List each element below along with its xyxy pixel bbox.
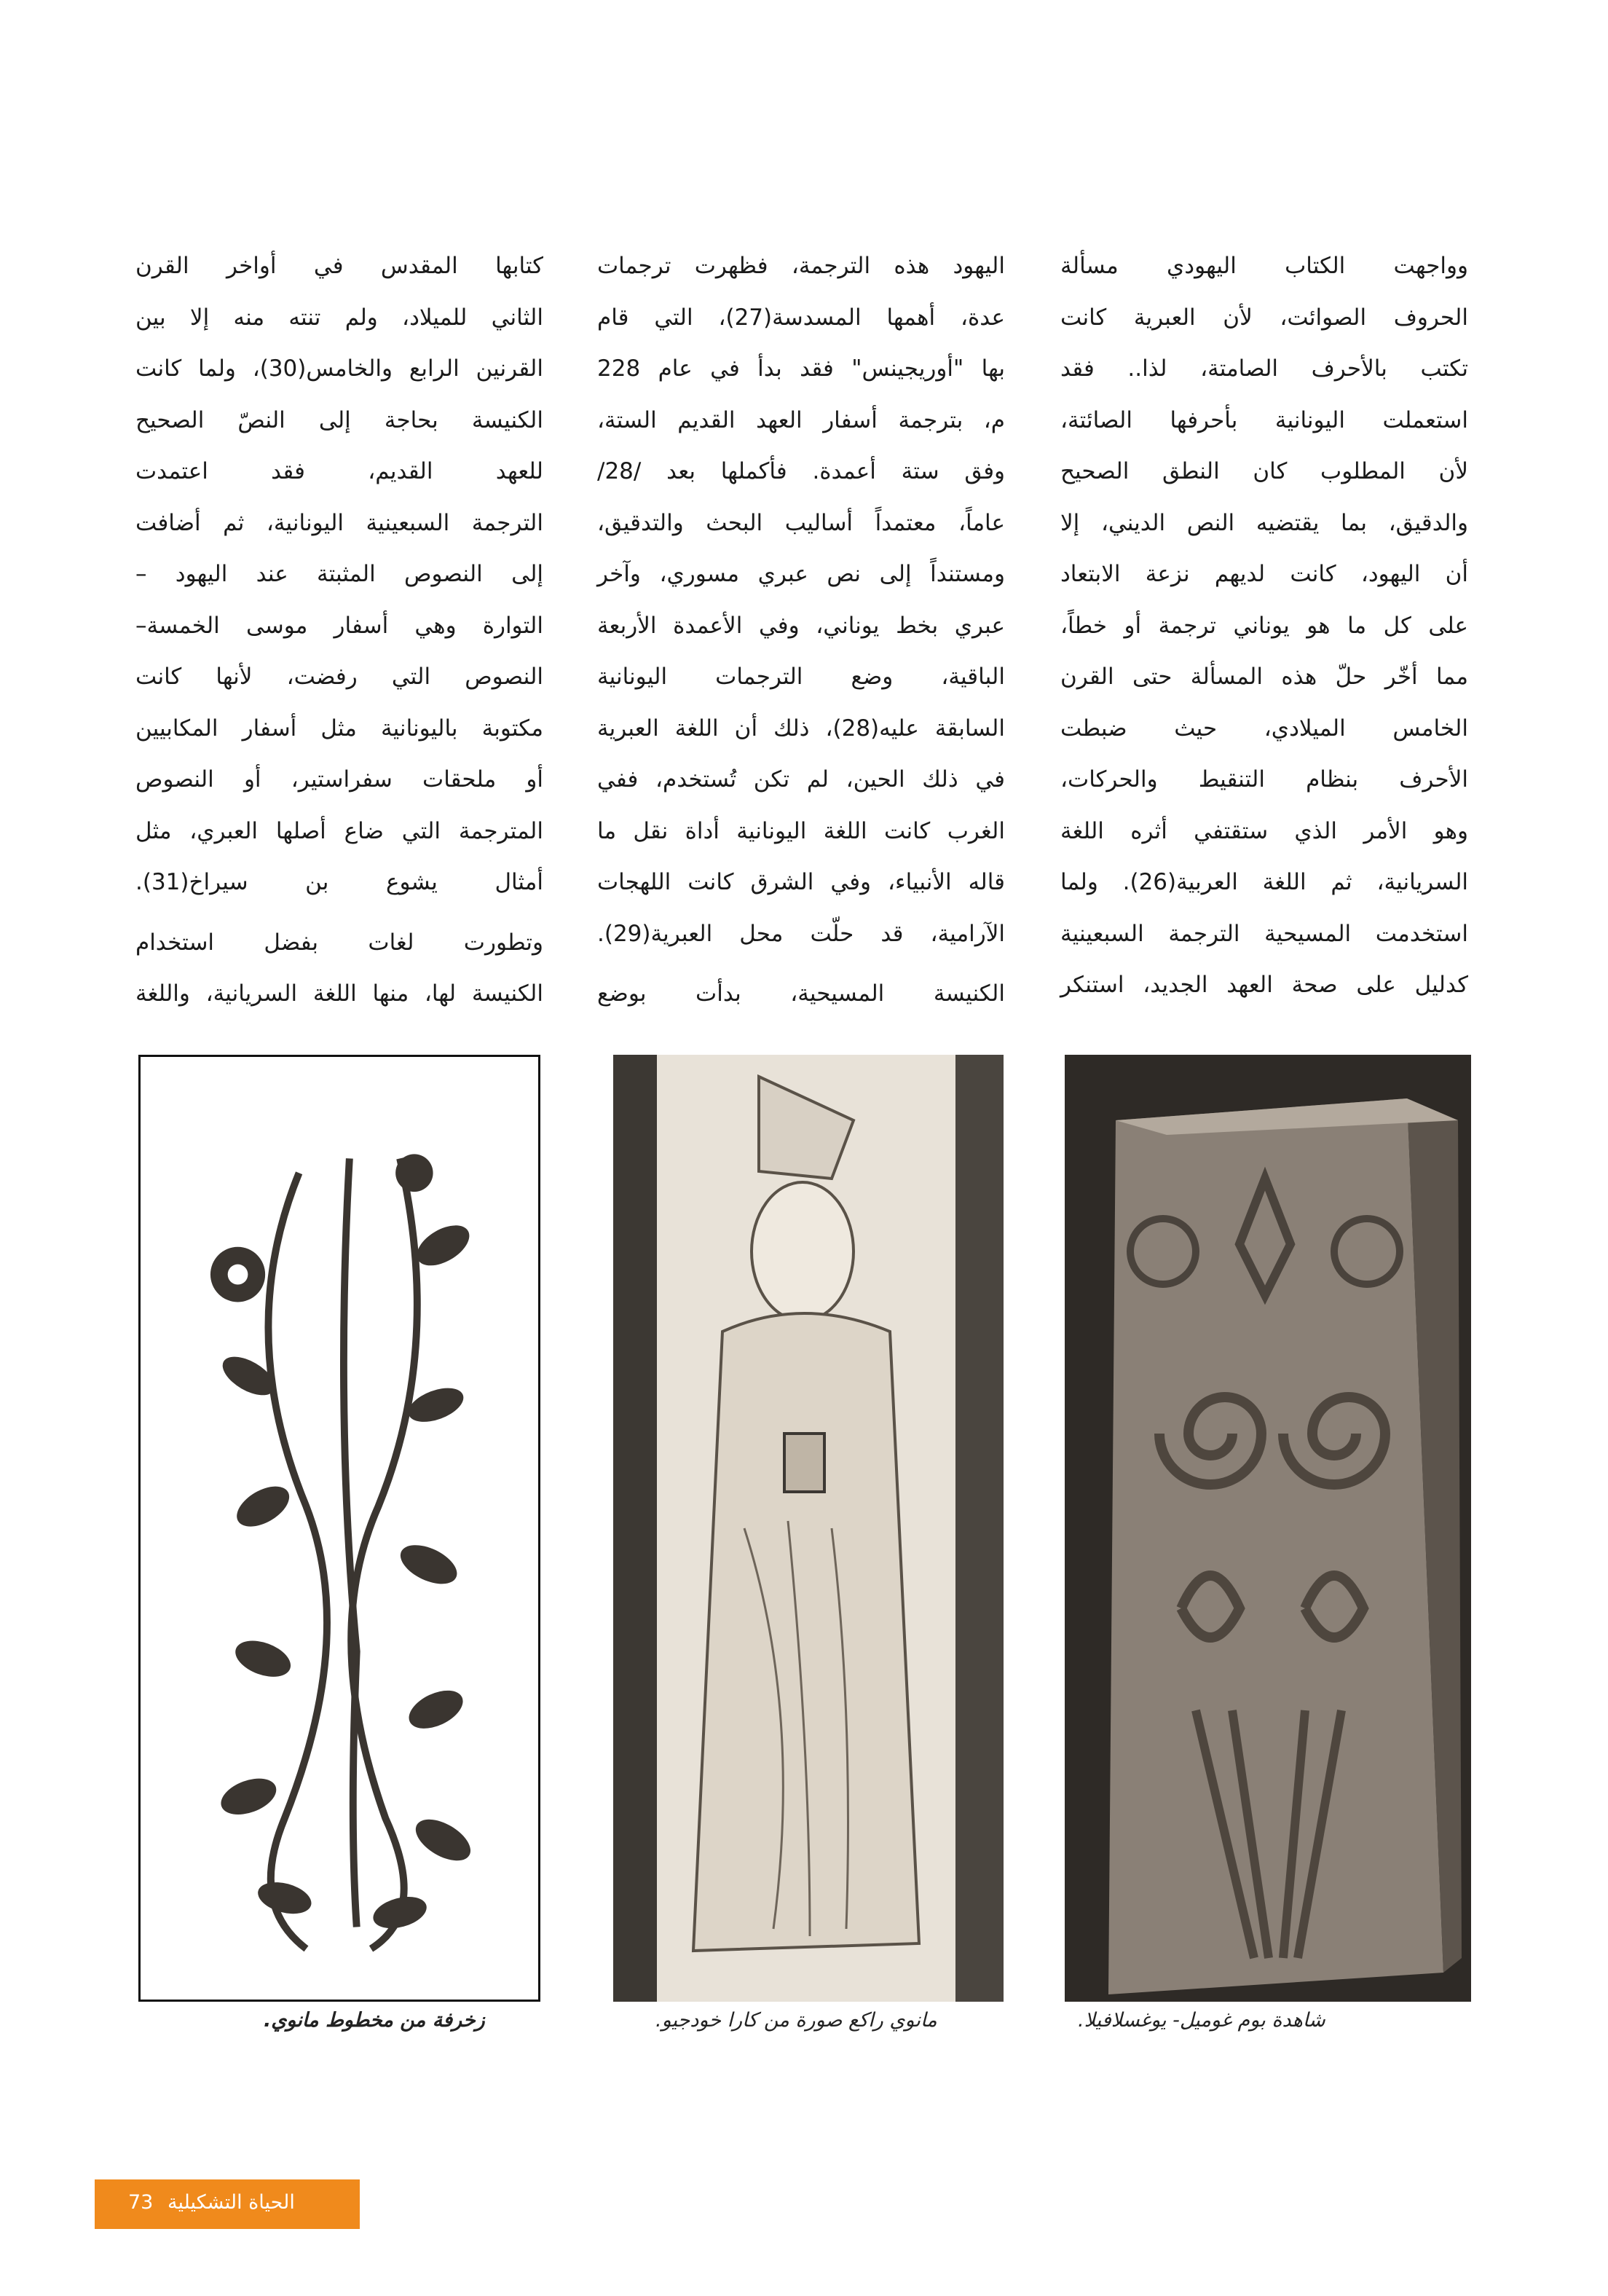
paragraph: وواجهت الكتاب اليهودي مسألة الحروف الصوائت، لأن العبرية كانت تكتب بالأحرف الصامتة، لذا.. فقد استعملت اليونانية بأحرفها الصائتة، لأن المطلوب كان النطق الصحيح والدقيق، بما يقتضيه النص الديني، إلا أن اليهود، كانت لديهم نزعة الابتعاد على كل ما هو يوناني ترجمة أو خطاً، مما أخّر حلّ هذه المسألة حتى القرن الخامس الميلادي، حيث ضبطت الأحرف بنظام التنقيط والحركات، وهو الأمر الذي ستقتفي أثره اللغة السريانية، ثم اللغة العربية(26). ولما استخدمت المسيحية الترجمة السبعينية كدليل على صحة العهد الجديد، استنكر xyxy=(1060,253,1469,998)
page-number: 73 xyxy=(128,2191,154,2214)
manichaean-ornament-drawing xyxy=(138,1055,540,2002)
magazine-title: الحياة التشكيلية xyxy=(168,2191,295,2214)
paragraph: الكنيسة المسيحية، بدأت بوضع xyxy=(597,980,1005,1007)
stone-stele-photo xyxy=(1065,1055,1471,2002)
caption-right: شاهدة بوم غوميل- يوغسلافيلا. xyxy=(1078,2009,1325,2032)
kneeling-figure-fresco-photo xyxy=(613,1055,1004,2002)
caption-left: زخرفة من مخطوط مانوي. xyxy=(264,2009,485,2032)
paragraph: كتابها المقدس في أواخر القرن الثاني للميلاد، ولم تنته منه إلا بين القرنين الرابع والخامس(30)، ولما كانت الكنيسة بحاجة إلى النصّ الصحيح للعهد القديم، فقد اعتمدت الترجمة السبعينية اليونانية، ثم أضافت إلى النصوص المثبتة عند اليهود – التوارة وهي أسفار موسى الخمسة– النصوص التي رفضت، لأنها كانت مكتوبة باليونانية مثل أسفار المكابيين أو ملحقات سفراستير، أو النصوص المترجمة التي ضاع أصلها العبري، مثل أمثال يشوع بن سيراخ(31). xyxy=(135,253,543,895)
paragraph: اليهود هذه الترجمة، فظهرت ترجمات عدة، أهمها المسدسة(27)، التي قام بها "أوريجينس" فقد بدأ في عام 228 م، بترجمة أسفار العهد القديم الستة، وفق ستة أعمدة. فأكملها بعد /28/ عاماً، معتمداً أساليب البحث والتدقيق، ومستنداً إلى نص عبري مسوري، وآخر عبري بخط يوناني، وفي الأعمدة الأربعة الباقية، وضع الترجمات اليونانية السابقة عليه(28)، ذلك أن اللغة العبرية في ذلك الحين، لم تكن تُستخدم، ففي الغرب كانت اللغة اليونانية أداة نقل ما قاله الأنبياء، وفي الشرق كانت اللهجات الآرامية، قد حلّت محل العبرية(29). xyxy=(597,253,1005,947)
paragraph: وتطورت لغات بفضل استخدام الكنيسة لها، منها اللغة السريانية، واللغة xyxy=(135,929,543,1007)
text-column-right xyxy=(1060,240,1468,1011)
caption-middle: مانوي راكع صورة من كارا خودجيو. xyxy=(655,2009,937,2032)
text-column-left xyxy=(135,240,543,1020)
text-column-middle xyxy=(597,240,1005,1020)
